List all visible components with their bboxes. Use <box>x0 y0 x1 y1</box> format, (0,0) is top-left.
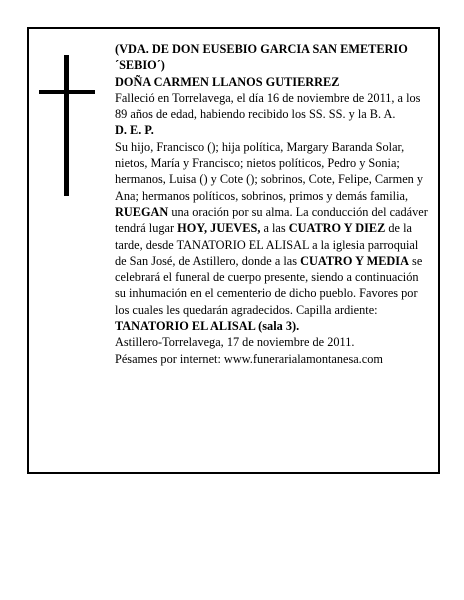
request-text-2: a las <box>260 221 289 236</box>
dep-line: D. E. P. <box>115 123 154 138</box>
cross-icon-bar <box>39 90 95 94</box>
condolences-line: Pésames por internet: www.funerarialamontanesa.com <box>115 351 383 366</box>
hoy-jueves-text: HOY, JUEVES, <box>177 221 261 236</box>
date-line: Astillero-Torrelavega, 17 de noviembre de 2011. <box>115 335 355 350</box>
cuatro-diez-text: CUATRO Y DIEZ <box>288 221 386 236</box>
widow-line: (VDA. DE DON EUSEBIO GARCIA SAN EMETERIO ´SEBIO´) <box>115 42 408 73</box>
funeral-request <box>115 204 431 334</box>
family-list: Su hijo, Francisco (); hija política, Margary Baranda Solar, nietos, María y Francisco; nietos políticos, Pedro y Sonia; hermanos, Luisa () y Cote (); sobrinos, Cote, Felipe, Carmen y Ana; hermanos políticos, sobrinos, primos y demás familia, <box>115 139 424 203</box>
death-notice: Falleció en Torrelavega, el día 16 de noviembre de 2011, a los 89 años de edad, habiendo recibido los SS. SS. y la B. A. <box>115 90 421 122</box>
request-text-3: de la tarde, desde TANATORIO EL ALISAL a la iglesia parroquial de San José, de Astillero, donde a las <box>115 221 419 268</box>
deceased-name: DOÑA CARMEN LLANOS GUTIERREZ <box>115 74 340 89</box>
cuatro-media-text: CUATRO Y MEDIA <box>300 253 409 268</box>
tanatorio-text: TANATORIO EL ALISAL (sala 3). <box>115 319 300 334</box>
cross-icon <box>64 55 69 196</box>
request-text-4: se celebrará el funeral de cuerpo presente, siendo a continuación su inhumación en el cementerio de dicho pueblo. Favores por los cuales les quedarán agradecidos. Capilla ardiente: <box>115 253 423 317</box>
ruegan-text: RUEGAN <box>115 204 169 219</box>
obituary-text <box>115 41 431 367</box>
request-text-1: una oración por su alma. La conducción del cadáver tendrá lugar <box>115 204 428 236</box>
